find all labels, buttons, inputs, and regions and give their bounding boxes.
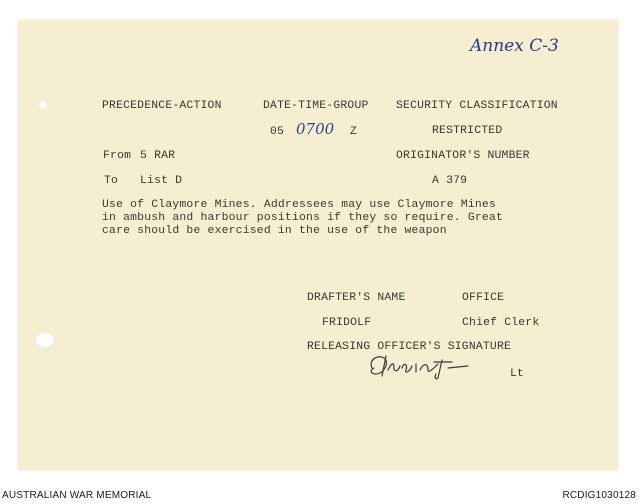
drafter-name-heading: DRAFTER'S NAME <box>307 292 406 304</box>
releasing-officer-heading: RELEASING OFFICER'S SIGNATURE <box>307 341 512 353</box>
dtg-zone: Z <box>350 126 358 138</box>
officer-rank: Lt <box>510 368 525 380</box>
message-body-line: in ambush and harbour positions if they so require. Great <box>102 212 504 224</box>
classification-value: RESTRICTED <box>432 125 503 137</box>
dtg-time: 0700 <box>296 120 335 138</box>
handwritten-annex-reference: Annex C-3 <box>470 36 559 56</box>
from-label: From <box>103 150 132 162</box>
office-heading: OFFICE <box>462 292 505 304</box>
punch-hole <box>38 100 48 110</box>
officer-signature <box>364 350 474 380</box>
classification-heading: SECURITY CLASSIFICATION <box>396 100 558 112</box>
to-label: To <box>104 175 119 187</box>
message-body-line: Use of Claymore Mines. Addressees may use Claymore Mines <box>102 199 496 211</box>
precedence-heading: PRECEDENCE-ACTION <box>102 100 222 112</box>
message-body-line: care should be exercised in the use of the weapon <box>102 225 447 237</box>
punch-hole <box>35 332 55 348</box>
originator-heading: ORIGINATOR'S NUMBER <box>396 150 530 162</box>
archive-credit: AUSTRALIAN WAR MEMORIAL <box>2 490 152 501</box>
dtg-heading: DATE-TIME-GROUP <box>263 100 369 112</box>
from-value: 5 RAR <box>140 150 176 162</box>
archive-reference: RCDIG1030128 <box>562 490 636 501</box>
originator-number: A 379 <box>432 175 468 187</box>
drafter-name: FRIDOLF <box>322 317 372 329</box>
dtg-day: 05 <box>270 126 285 138</box>
to-value: List D <box>140 175 183 187</box>
office-value: Chief Clerk <box>462 317 540 329</box>
message-form <box>18 20 618 470</box>
